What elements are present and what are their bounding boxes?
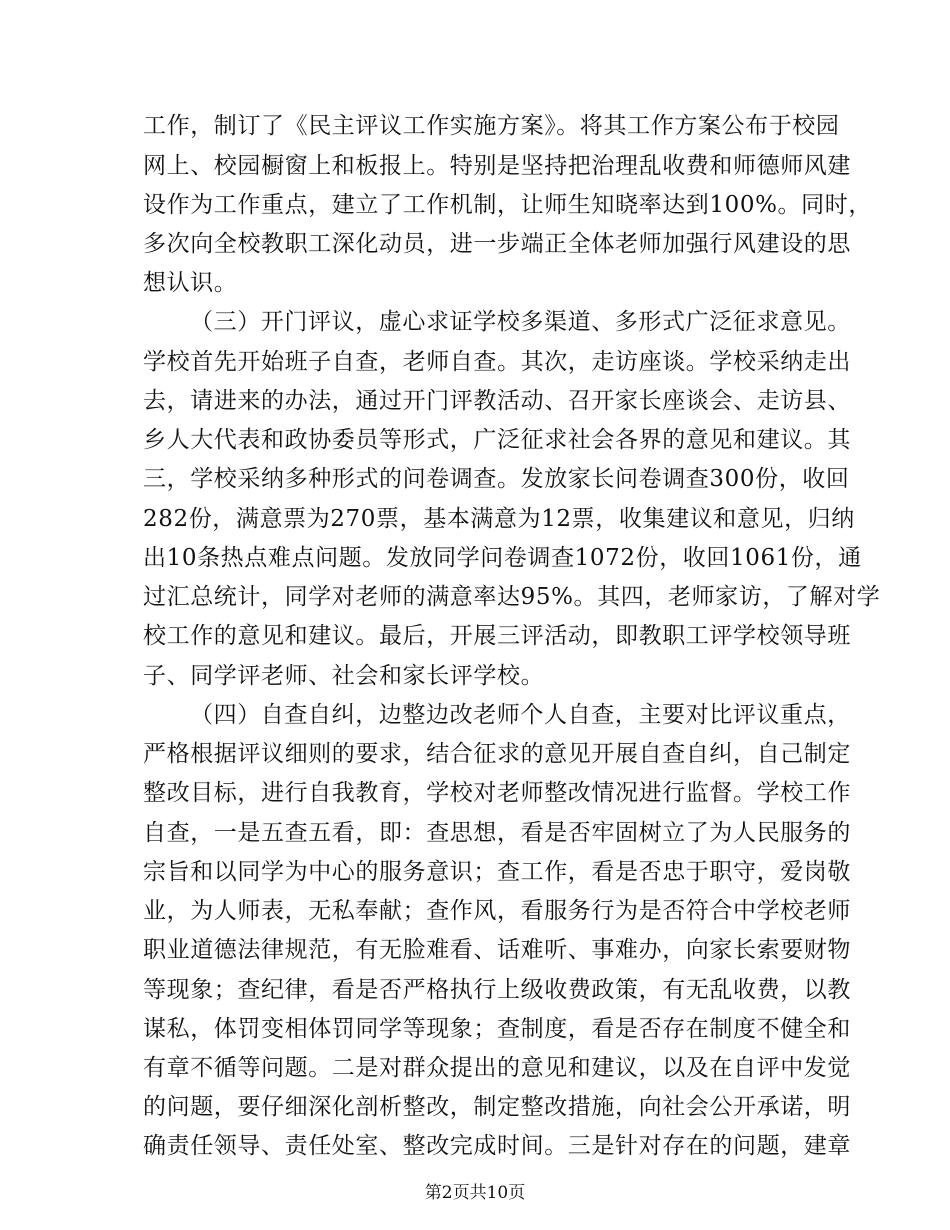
text-line: 子、同学评老师、社会和家长评学校。 [143, 663, 545, 689]
text-line: 职业道德法律规范，有无脸难看、话难听、事难办，向家长索要财物 [143, 937, 851, 963]
text-line: 去，请进来的办法，通过开门评教活动、召开家长座谈会、走访县、 [143, 388, 851, 414]
text-line: 校工作的意见和建议。最后，开展三评活动，即教职工评学校领导班 [143, 623, 851, 649]
text-line: 多次向全校教职工深化动员，进一步端正全体老师加强行风建设的思 [143, 231, 851, 257]
text-line: 网上、校园橱窗上和板报上。特别是坚持把治理乱收费和师德师风建 [143, 153, 851, 179]
text-line: 宗旨和以同学为中心的服务意识；查工作，看是否忠于职守，爱岗敬 [143, 859, 851, 885]
text-line: 等现象；查纪律，看是否严格执行上级收费政策，有无乱收费，以教 [143, 977, 851, 1003]
text-line: 有章不循等问题。二是对群众提出的意见和建议，以及在自评中发觉 [143, 1055, 851, 1081]
text-line: 的问题，要仔细深化剖析整改，制定整改措施，向社会公开承诺，明 [143, 1094, 851, 1120]
text-line: 282份，满意票为270票，基本满意为12票，收集建议和意见，归纳 [143, 506, 855, 532]
paragraph-heading-4: （四）自查自纠，边整边改老师个人自查，主要对比评议重点， [190, 702, 851, 728]
text-line: 谋私，体罚变相体罚同学等现象；查制度，看是否存在制度不健全和 [143, 1016, 851, 1042]
page-number-footer: 第2页共10页 [424, 1183, 526, 1203]
text-line: 自查，一是五查五看，即：查思想，看是否牢固树立了为人民服务的 [143, 820, 851, 846]
text-line: 业，为人师表，无私奉献；查作风，看服务行为是否符合中学校老师 [143, 898, 851, 924]
text-line: 出10条热点难点问题。发放同学问卷调查1072份，收回1061份，通 [143, 545, 862, 571]
text-line: 确责任领导、责任处室、整改完成时间。三是针对存在的问题，建章 [143, 1133, 851, 1159]
text-line: 设作为工作重点，建立了工作机制，让师生知晓率达到100%。同时， [143, 192, 872, 218]
text-line: 三，学校采纳多种形式的问卷调查。发放家长问卷调查300份，收回 [143, 466, 850, 492]
text-line: 乡人大代表和政协委员等形式，广泛征求社会各界的意见和建议。其 [143, 427, 851, 453]
text-line: 工作，制订了《民主评议工作实施方案》。将其工作方案公布于校园 [143, 113, 840, 139]
paragraph-heading-3: （三）开门评议，虚心求证学校多渠道、多形式广泛征求意见。 [190, 309, 851, 335]
text-line: 想认识。 [143, 270, 238, 296]
text-line: 过汇总统计，同学对老师的满意率达95%。其四，老师家访，了解对学 [143, 584, 881, 610]
text-line: 严格根据评议细则的要求，结合征求的意见开展自查自纠，自己制定 [143, 741, 851, 767]
text-line: 学校首先开始班子自查，老师自查。其次，走访座谈。学校采纳走出 [143, 349, 851, 375]
text-line: 整改目标，进行自我教育，学校对老师整改情况进行监督。学校工作 [143, 780, 851, 806]
